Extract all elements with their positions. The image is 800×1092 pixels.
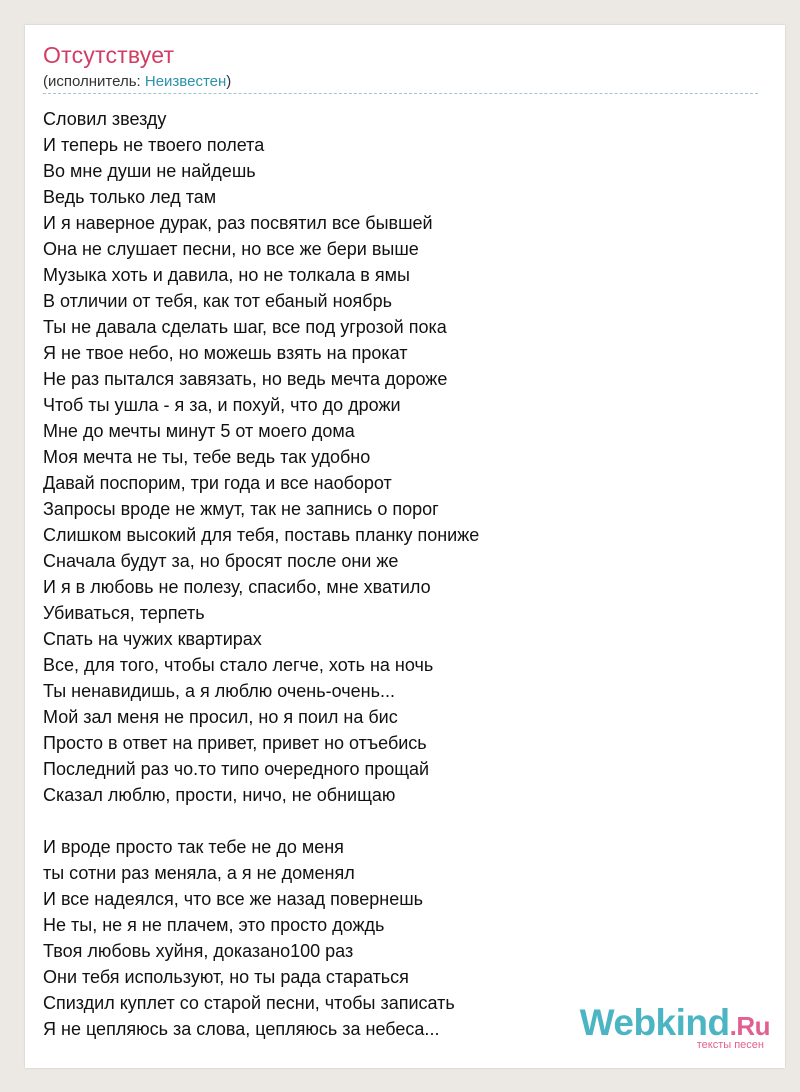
- artist-line: [43, 73, 231, 90]
- lyric-line: Просто в ответ на привет, привет но отъебись: [43, 733, 427, 753]
- artist-link[interactable]: Неизвестен: [144, 73, 227, 90]
- lyric-line: ты сотни раз меняла, а я не доменял: [43, 863, 355, 883]
- site-logo[interactable]: [580, 1004, 770, 1051]
- lyric-line: Сказал люблю, прости, ничо, не обнищаю: [43, 785, 396, 805]
- artist-suffix: ): [226, 73, 232, 90]
- lyric-line: Мне до мечты минут 5 от моего дома: [43, 421, 355, 441]
- lyric-line: Сначала будут за, но бросят после они же: [43, 551, 399, 571]
- lyric-line: Моя мечта не ты, тебе ведь так удобно: [43, 447, 371, 467]
- logo-wordmark: [580, 1004, 770, 1041]
- lyrics-sheet: [25, 25, 785, 1068]
- lyric-line: Спать на чужих квартирах: [43, 629, 262, 649]
- lyric-line: Слишком высокий для тебя, поставь планку пониже: [43, 525, 480, 545]
- lyric-line: Во мне души не найдешь: [43, 161, 256, 181]
- lyric-line: Ты не давала сделать шаг, все под угрозой пока: [43, 317, 447, 337]
- lyric-line: Я не твое небо, но можешь взять на прокат: [43, 343, 408, 363]
- lyric-line: Музыка хоть и давила, но не толкала в ямы: [43, 265, 410, 285]
- lyric-line: И вроде просто так тебе не до меня: [43, 837, 344, 857]
- lyric-line: Она не слушает песни, но все же бери выше: [43, 239, 419, 259]
- lyric-line: Чтоб ты ушла - я за, и похуй, что до дрожи: [43, 395, 401, 415]
- lyric-line: Я не цепляюсь за слова, цепляюсь за небеса...: [43, 1019, 440, 1039]
- lyric-line: Давай поспорим, три года и все наоборот: [43, 473, 392, 493]
- lyric-line: Спиздил куплет со старой песни, чтобы записать: [43, 993, 455, 1013]
- song-title: Отсутствует: [43, 42, 175, 68]
- lyric-line: В отличии от тебя, как тот ебаный ноябрь: [43, 291, 392, 311]
- logo-tagline: тексты песен: [696, 1039, 764, 1051]
- lyric-line: Не раз пытался завязать, но ведь мечта дороже: [43, 369, 448, 389]
- logo-main-text: Webkind: [579, 1002, 730, 1043]
- lyric-line: Последний раз чо.то типо очередного прощай: [43, 759, 430, 779]
- lyric-line: И я наверное дурак, раз посвятил все бывшей: [43, 213, 433, 233]
- lyric-line: И я в любовь не полезу, спасибо, мне хватило: [43, 577, 431, 597]
- header-divider: [43, 93, 758, 94]
- lyrics-body: [43, 106, 763, 1068]
- lyrics-stanza: [43, 106, 763, 808]
- lyric-line: Убиваться, терпеть: [43, 603, 205, 623]
- lyric-line: И теперь не твоего полета: [43, 135, 265, 155]
- lyric-line: Они тебя используют, но ты рада стараться: [43, 967, 409, 987]
- lyric-line: Не ты, не я не плачем, это просто дождь: [43, 915, 385, 935]
- lyric-line: Твоя любовь хуйня, доказано100 раз: [43, 941, 354, 961]
- lyric-line: Мой зал меня не просил, но я поил на бис: [43, 707, 398, 727]
- lyric-line: И все надеялся, что все же назад повернешь: [43, 889, 424, 909]
- lyric-line: Ведь только лед там: [43, 187, 217, 207]
- lyric-line: Все, для того, чтобы стало легче, хоть на ночь: [43, 655, 434, 675]
- logo-tld-text: .Ru: [729, 1011, 770, 1041]
- lyric-line: Ты ненавидишь, а я люблю очень-очень...: [43, 681, 395, 701]
- lyric-line: Словил звезду: [43, 109, 167, 129]
- lyric-line: Запросы вроде не жмут, так не запнись о порог: [43, 499, 439, 519]
- artist-prefix: (исполнитель:: [43, 73, 145, 90]
